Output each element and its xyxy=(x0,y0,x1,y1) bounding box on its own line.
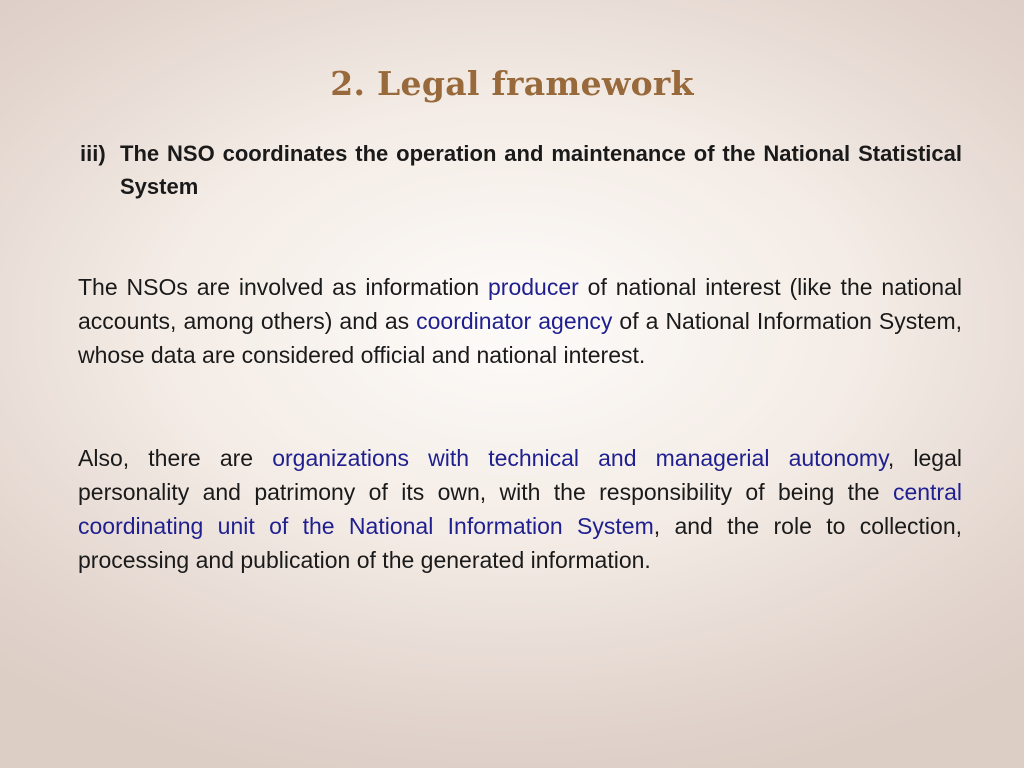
paragraph2-text-1: Also, there are xyxy=(78,445,273,471)
highlight-central-unit: central coordinating unit of the National Information System xyxy=(78,479,962,539)
paragraph-nso-role xyxy=(78,270,962,372)
highlight-organizations: organizations with technical and managerial autonomy xyxy=(272,445,888,471)
paragraph2-text-2: , legal personality and patrimony of its own, with the responsibility of being the xyxy=(78,445,962,505)
point-number: iii) xyxy=(80,141,106,166)
paragraph2-text-3: , and the role to collection, processing and publication of the generated information. xyxy=(78,513,962,573)
paragraph1-text-3: of a National Information System, whose data are considered official and national interest. xyxy=(78,308,963,368)
highlight-coordinator-agency: coordinator agency xyxy=(416,308,613,334)
paragraph-organizations xyxy=(78,441,962,577)
slide-title: 2. Legal framework xyxy=(330,64,694,103)
point-item xyxy=(80,137,962,203)
paragraph1-text-2: of national interest (like the national accounts, among others) and as xyxy=(78,274,962,334)
highlight-producer: producer xyxy=(488,274,579,300)
point-text: The NSO coordinates the operation and maintenance of the National Statistical System xyxy=(120,141,962,199)
paragraph1-text-1: The NSOs are involved as information xyxy=(78,274,488,300)
